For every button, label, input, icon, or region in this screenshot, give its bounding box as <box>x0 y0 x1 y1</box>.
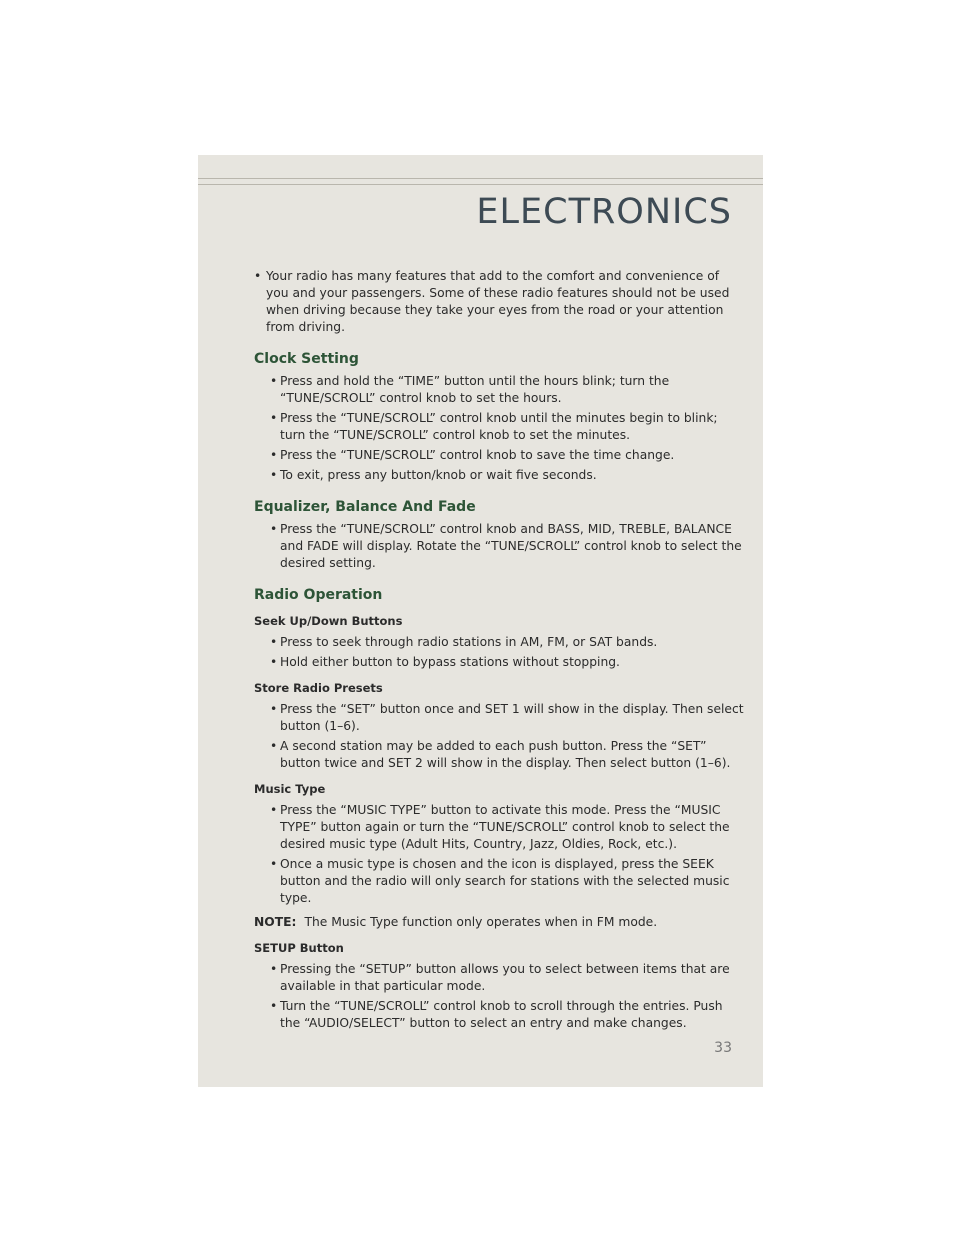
store-presets-heading: Store Radio Presets <box>254 681 383 695</box>
intro-bullet: • Your radio has many features that add to the comfort and convenience of you and your passengers. Some of these radio features should not be used when driving because they take your eyes from the road or your attention from driving. <box>254 268 744 336</box>
radio-operation-heading: Radio Operation <box>254 587 383 603</box>
section-title: ELECTRONICS <box>476 192 732 232</box>
setup-button-heading: SETUP Button <box>254 941 344 955</box>
list-item: • Press the “MUSIC TYPE” button to activate this mode. Press the “MUSIC TYPE” button again or turn the “TUNE/SCROLL” control knob to select the desired music type (Adult Hits, Country, Jazz, Oldies, Rock, etc.). <box>254 802 744 853</box>
list-item: • Turn the “TUNE/SCROLL” control knob to scroll through the entries. Push the “AUDIO/SELECT” button to select an entry and make changes. <box>254 998 744 1032</box>
list-item: • Press the “TUNE/SCROLL” control knob until the minutes begin to blink; turn the “TUNE/SCROLL” control knob to set the minutes. <box>254 410 744 444</box>
seek-buttons-heading: Seek Up/Down Buttons <box>254 614 403 628</box>
page-number: 33 <box>714 1040 732 1056</box>
list-item: • Press the “TUNE/SCROLL” control knob and BASS, MID, TREBLE, BALANCE and FADE will display. Rotate the “TUNE/SCROLL” control knob to select the desired setting. <box>254 521 744 572</box>
list-item: • A second station may be added to each push button. Press the “SET” button twice and SET 2 will show in the display. Then select button (1–6). <box>254 738 744 772</box>
equalizer-heading: Equalizer, Balance And Fade <box>254 499 476 515</box>
list-item: • Press the “TUNE/SCROLL” control knob to save the time change. <box>254 447 744 464</box>
list-item: • Press and hold the “TIME” button until the hours blink; turn the “TUNE/SCROLL” control knob to set the hours. <box>254 373 744 407</box>
music-type-heading: Music Type <box>254 782 326 796</box>
clock-setting-heading: Clock Setting <box>254 351 359 367</box>
list-item: • Hold either button to bypass stations without stopping. <box>254 654 744 671</box>
list-item: • Pressing the “SETUP” button allows you to select between items that are available in that particular mode. <box>254 961 744 995</box>
list-item: • To exit, press any button/knob or wait five seconds. <box>254 467 744 484</box>
header-rule-top <box>198 178 763 179</box>
list-item: • Press the “SET” button once and SET 1 will show in the display. Then select button (1–6). <box>254 701 744 735</box>
list-item: • Once a music type is chosen and the icon is displayed, press the SEEK button and the radio will only search for stations with the selected music type. <box>254 856 744 907</box>
note <box>254 914 744 931</box>
list-item: • Press to seek through radio stations in AM, FM, or SAT bands. <box>254 634 744 651</box>
note-label: NOTE: <box>254 915 297 929</box>
page-content <box>254 268 744 1032</box>
header-rule-bottom <box>198 184 763 185</box>
note-text: The Music Type function only operates when in FM mode. <box>304 915 658 929</box>
